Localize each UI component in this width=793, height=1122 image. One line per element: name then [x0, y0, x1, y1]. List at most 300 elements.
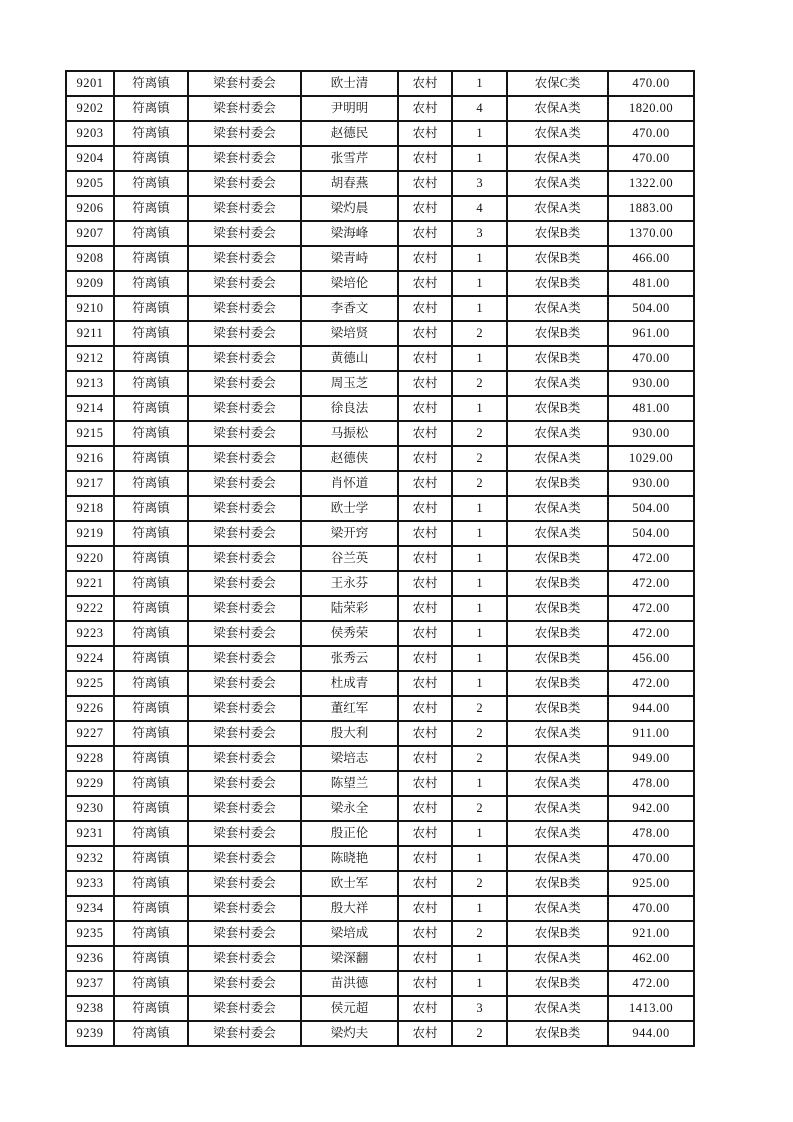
cell-insurance-class: 农保A类 — [507, 96, 608, 121]
cell-insurance-class: 农保B类 — [507, 871, 608, 896]
cell-amount: 921.00 — [608, 921, 694, 946]
cell-person-count: 1 — [452, 521, 507, 546]
cell-town: 符离镇 — [114, 646, 188, 671]
cell-person-name: 梁灼夫 — [301, 1021, 398, 1046]
cell-serial-number: 9225 — [66, 671, 114, 696]
cell-amount: 472.00 — [608, 671, 694, 696]
cell-insurance-class: 农保A类 — [507, 371, 608, 396]
cell-person-count: 1 — [452, 146, 507, 171]
cell-amount: 1370.00 — [608, 221, 694, 246]
cell-person-name: 尹明明 — [301, 96, 398, 121]
cell-village-committee: 梁套村委会 — [188, 96, 301, 121]
cell-residence-type: 农村 — [398, 346, 452, 371]
cell-serial-number: 9213 — [66, 371, 114, 396]
cell-amount: 470.00 — [608, 346, 694, 371]
cell-village-committee: 梁套村委会 — [188, 796, 301, 821]
cell-town: 符离镇 — [114, 371, 188, 396]
cell-town: 符离镇 — [114, 621, 188, 646]
cell-town: 符离镇 — [114, 921, 188, 946]
cell-person-name: 殷正伦 — [301, 821, 398, 846]
cell-insurance-class: 农保A类 — [507, 146, 608, 171]
cell-residence-type: 农村 — [398, 96, 452, 121]
cell-village-committee: 梁套村委会 — [188, 921, 301, 946]
cell-serial-number: 9232 — [66, 846, 114, 871]
cell-insurance-class: 农保B类 — [507, 321, 608, 346]
cell-amount: 504.00 — [608, 521, 694, 546]
cell-person-count: 1 — [452, 821, 507, 846]
cell-village-committee: 梁套村委会 — [188, 896, 301, 921]
cell-serial-number: 9215 — [66, 421, 114, 446]
cell-person-count: 3 — [452, 996, 507, 1021]
cell-town: 符离镇 — [114, 596, 188, 621]
cell-amount: 911.00 — [608, 721, 694, 746]
cell-person-name: 侯秀荣 — [301, 621, 398, 646]
cell-village-committee: 梁套村委会 — [188, 521, 301, 546]
cell-town: 符离镇 — [114, 146, 188, 171]
cell-person-count: 2 — [452, 696, 507, 721]
table-row — [66, 646, 694, 671]
table-row — [66, 71, 694, 96]
cell-person-count: 1 — [452, 346, 507, 371]
cell-town: 符离镇 — [114, 671, 188, 696]
cell-person-name: 周玉芝 — [301, 371, 398, 396]
cell-amount: 462.00 — [608, 946, 694, 971]
cell-town: 符离镇 — [114, 746, 188, 771]
cell-village-committee: 梁套村委会 — [188, 196, 301, 221]
cell-insurance-class: 农保B类 — [507, 221, 608, 246]
cell-village-committee: 梁套村委会 — [188, 1021, 301, 1046]
table-row — [66, 1021, 694, 1046]
cell-insurance-class: 农保A类 — [507, 821, 608, 846]
table-row — [66, 771, 694, 796]
cell-insurance-class: 农保B类 — [507, 671, 608, 696]
cell-insurance-class: 农保A类 — [507, 996, 608, 1021]
cell-serial-number: 9207 — [66, 221, 114, 246]
cell-person-count: 2 — [452, 421, 507, 446]
cell-amount: 1820.00 — [608, 96, 694, 121]
cell-village-committee: 梁套村委会 — [188, 421, 301, 446]
cell-residence-type: 农村 — [398, 921, 452, 946]
cell-serial-number: 9206 — [66, 196, 114, 221]
cell-person-count: 1 — [452, 271, 507, 296]
cell-insurance-class: 农保B类 — [507, 346, 608, 371]
cell-village-committee: 梁套村委会 — [188, 221, 301, 246]
cell-person-name: 胡春燕 — [301, 171, 398, 196]
cell-insurance-class: 农保A类 — [507, 421, 608, 446]
cell-amount: 472.00 — [608, 571, 694, 596]
cell-residence-type: 农村 — [398, 746, 452, 771]
cell-person-name: 梁青峙 — [301, 246, 398, 271]
cell-residence-type: 农村 — [398, 196, 452, 221]
table-row — [66, 996, 694, 1021]
cell-amount: 470.00 — [608, 71, 694, 96]
cell-residence-type: 农村 — [398, 946, 452, 971]
cell-amount: 478.00 — [608, 821, 694, 846]
cell-residence-type: 农村 — [398, 496, 452, 521]
cell-residence-type: 农村 — [398, 171, 452, 196]
cell-village-committee: 梁套村委会 — [188, 296, 301, 321]
cell-person-count: 1 — [452, 946, 507, 971]
cell-village-committee: 梁套村委会 — [188, 646, 301, 671]
cell-person-count: 2 — [452, 746, 507, 771]
cell-person-name: 陆荣彩 — [301, 596, 398, 621]
table-row — [66, 796, 694, 821]
cell-residence-type: 农村 — [398, 121, 452, 146]
cell-serial-number: 9201 — [66, 71, 114, 96]
cell-serial-number: 9237 — [66, 971, 114, 996]
cell-village-committee: 梁套村委会 — [188, 721, 301, 746]
cell-village-committee: 梁套村委会 — [188, 171, 301, 196]
cell-insurance-class: 农保A类 — [507, 721, 608, 746]
cell-person-name: 梁开窍 — [301, 521, 398, 546]
cell-town: 符离镇 — [114, 896, 188, 921]
table-row — [66, 96, 694, 121]
table-row — [66, 671, 694, 696]
cell-residence-type: 农村 — [398, 896, 452, 921]
table-row — [66, 346, 694, 371]
cell-residence-type: 农村 — [398, 596, 452, 621]
cell-person-count: 1 — [452, 896, 507, 921]
cell-person-name: 陈晓艳 — [301, 846, 398, 871]
table-row — [66, 571, 694, 596]
cell-person-name: 梁培成 — [301, 921, 398, 946]
cell-insurance-class: 农保B类 — [507, 571, 608, 596]
cell-person-name: 李香文 — [301, 296, 398, 321]
cell-town: 符离镇 — [114, 296, 188, 321]
cell-insurance-class: 农保B类 — [507, 696, 608, 721]
cell-serial-number: 9228 — [66, 746, 114, 771]
cell-person-count: 2 — [452, 471, 507, 496]
cell-town: 符离镇 — [114, 946, 188, 971]
cell-serial-number: 9216 — [66, 446, 114, 471]
table-row — [66, 896, 694, 921]
cell-town: 符离镇 — [114, 571, 188, 596]
cell-amount: 472.00 — [608, 971, 694, 996]
cell-village-committee: 梁套村委会 — [188, 121, 301, 146]
cell-town: 符离镇 — [114, 71, 188, 96]
cell-residence-type: 农村 — [398, 296, 452, 321]
cell-insurance-class: 农保A类 — [507, 946, 608, 971]
cell-serial-number: 9235 — [66, 921, 114, 946]
cell-amount: 1029.00 — [608, 446, 694, 471]
cell-person-name: 梁深翻 — [301, 946, 398, 971]
cell-village-committee: 梁套村委会 — [188, 946, 301, 971]
cell-serial-number: 9223 — [66, 621, 114, 646]
cell-town: 符离镇 — [114, 846, 188, 871]
cell-town: 符离镇 — [114, 796, 188, 821]
cell-person-name: 黄德山 — [301, 346, 398, 371]
cell-serial-number: 9236 — [66, 946, 114, 971]
cell-residence-type: 农村 — [398, 546, 452, 571]
cell-residence-type: 农村 — [398, 696, 452, 721]
cell-village-committee: 梁套村委会 — [188, 346, 301, 371]
cell-person-name: 张秀云 — [301, 646, 398, 671]
table-row — [66, 871, 694, 896]
cell-person-count: 1 — [452, 596, 507, 621]
cell-town: 符离镇 — [114, 346, 188, 371]
cell-insurance-class: 农保B类 — [507, 1021, 608, 1046]
cell-serial-number: 9226 — [66, 696, 114, 721]
cell-residence-type: 农村 — [398, 1021, 452, 1046]
cell-amount: 504.00 — [608, 296, 694, 321]
cell-person-count: 1 — [452, 396, 507, 421]
cell-village-committee: 梁套村委会 — [188, 321, 301, 346]
cell-town: 符离镇 — [114, 421, 188, 446]
cell-village-committee: 梁套村委会 — [188, 746, 301, 771]
table-row — [66, 271, 694, 296]
cell-amount: 478.00 — [608, 771, 694, 796]
cell-person-name: 肖怀道 — [301, 471, 398, 496]
cell-residence-type: 农村 — [398, 721, 452, 746]
cell-person-name: 赵德民 — [301, 121, 398, 146]
cell-serial-number: 9212 — [66, 346, 114, 371]
cell-person-count: 1 — [452, 246, 507, 271]
cell-residence-type: 农村 — [398, 221, 452, 246]
cell-residence-type: 农村 — [398, 646, 452, 671]
cell-person-name: 谷兰英 — [301, 546, 398, 571]
cell-insurance-class: 农保B类 — [507, 646, 608, 671]
cell-serial-number: 9204 — [66, 146, 114, 171]
table-row — [66, 121, 694, 146]
cell-person-count: 2 — [452, 321, 507, 346]
cell-residence-type: 农村 — [398, 996, 452, 1021]
cell-person-name: 殷大利 — [301, 721, 398, 746]
cell-person-count: 2 — [452, 871, 507, 896]
cell-village-committee: 梁套村委会 — [188, 546, 301, 571]
cell-serial-number: 9211 — [66, 321, 114, 346]
cell-serial-number: 9220 — [66, 546, 114, 571]
cell-person-name: 杜成青 — [301, 671, 398, 696]
cell-residence-type: 农村 — [398, 971, 452, 996]
cell-town: 符离镇 — [114, 871, 188, 896]
cell-serial-number: 9205 — [66, 171, 114, 196]
table-row — [66, 446, 694, 471]
cell-village-committee: 梁套村委会 — [188, 271, 301, 296]
cell-person-count: 2 — [452, 721, 507, 746]
cell-person-count: 1 — [452, 846, 507, 871]
cell-person-name: 梁灼晨 — [301, 196, 398, 221]
table-row — [66, 396, 694, 421]
cell-village-committee: 梁套村委会 — [188, 771, 301, 796]
cell-insurance-class: 农保B类 — [507, 546, 608, 571]
cell-amount: 944.00 — [608, 696, 694, 721]
cell-village-committee: 梁套村委会 — [188, 71, 301, 96]
cell-person-name: 欧士清 — [301, 71, 398, 96]
cell-person-name: 徐良法 — [301, 396, 398, 421]
cell-village-committee: 梁套村委会 — [188, 246, 301, 271]
cell-insurance-class: 农保A类 — [507, 296, 608, 321]
cell-amount: 1322.00 — [608, 171, 694, 196]
cell-village-committee: 梁套村委会 — [188, 696, 301, 721]
cell-amount: 949.00 — [608, 746, 694, 771]
table-row — [66, 146, 694, 171]
cell-residence-type: 农村 — [398, 471, 452, 496]
cell-serial-number: 9218 — [66, 496, 114, 521]
cell-town: 符离镇 — [114, 521, 188, 546]
cell-amount: 944.00 — [608, 1021, 694, 1046]
cell-person-name: 梁培伦 — [301, 271, 398, 296]
cell-village-committee: 梁套村委会 — [188, 496, 301, 521]
cell-residence-type: 农村 — [398, 621, 452, 646]
cell-person-name: 梁培志 — [301, 746, 398, 771]
cell-person-name: 梁海峰 — [301, 221, 398, 246]
cell-serial-number: 9221 — [66, 571, 114, 596]
cell-person-name: 欧士军 — [301, 871, 398, 896]
cell-serial-number: 9214 — [66, 396, 114, 421]
table-row — [66, 596, 694, 621]
cell-village-committee: 梁套村委会 — [188, 821, 301, 846]
cell-amount: 925.00 — [608, 871, 694, 896]
cell-person-name: 梁培贤 — [301, 321, 398, 346]
cell-village-committee: 梁套村委会 — [188, 996, 301, 1021]
cell-residence-type: 农村 — [398, 871, 452, 896]
cell-amount: 470.00 — [608, 896, 694, 921]
cell-residence-type: 农村 — [398, 846, 452, 871]
cell-serial-number: 9209 — [66, 271, 114, 296]
table-row — [66, 421, 694, 446]
cell-residence-type: 农村 — [398, 71, 452, 96]
table-row — [66, 621, 694, 646]
cell-insurance-class: 农保B类 — [507, 971, 608, 996]
cell-residence-type: 农村 — [398, 796, 452, 821]
cell-village-committee: 梁套村委会 — [188, 446, 301, 471]
cell-amount: 466.00 — [608, 246, 694, 271]
cell-serial-number: 9224 — [66, 646, 114, 671]
cell-serial-number: 9208 — [66, 246, 114, 271]
table-body — [66, 71, 694, 1046]
table-row — [66, 946, 694, 971]
cell-person-name: 侯元超 — [301, 996, 398, 1021]
cell-residence-type: 农村 — [398, 271, 452, 296]
cell-insurance-class: 农保B类 — [507, 396, 608, 421]
cell-insurance-class: 农保A类 — [507, 121, 608, 146]
cell-amount: 930.00 — [608, 471, 694, 496]
cell-person-count: 3 — [452, 171, 507, 196]
cell-insurance-class: 农保B类 — [507, 271, 608, 296]
cell-insurance-class: 农保A类 — [507, 446, 608, 471]
table-row — [66, 496, 694, 521]
table-row — [66, 296, 694, 321]
cell-village-committee: 梁套村委会 — [188, 971, 301, 996]
cell-person-count: 1 — [452, 496, 507, 521]
cell-serial-number: 9217 — [66, 471, 114, 496]
cell-person-count: 3 — [452, 221, 507, 246]
cell-town: 符离镇 — [114, 446, 188, 471]
cell-insurance-class: 农保A类 — [507, 896, 608, 921]
cell-village-committee: 梁套村委会 — [188, 571, 301, 596]
cell-insurance-class: 农保A类 — [507, 846, 608, 871]
cell-person-count: 1 — [452, 296, 507, 321]
cell-insurance-class: 农保A类 — [507, 746, 608, 771]
cell-amount: 504.00 — [608, 496, 694, 521]
cell-amount: 470.00 — [608, 846, 694, 871]
cell-serial-number: 9222 — [66, 596, 114, 621]
table-row — [66, 721, 694, 746]
cell-person-count: 1 — [452, 671, 507, 696]
cell-amount: 1413.00 — [608, 996, 694, 1021]
insurance-payment-table — [65, 70, 695, 1047]
cell-person-count: 1 — [452, 971, 507, 996]
cell-town: 符离镇 — [114, 221, 188, 246]
cell-person-count: 1 — [452, 121, 507, 146]
cell-amount: 472.00 — [608, 546, 694, 571]
cell-village-committee: 梁套村委会 — [188, 846, 301, 871]
cell-insurance-class: 农保B类 — [507, 921, 608, 946]
cell-amount: 930.00 — [608, 371, 694, 396]
cell-person-count: 2 — [452, 446, 507, 471]
cell-village-committee: 梁套村委会 — [188, 396, 301, 421]
cell-town: 符离镇 — [114, 546, 188, 571]
cell-residence-type: 农村 — [398, 521, 452, 546]
table-row — [66, 546, 694, 571]
table-row — [66, 321, 694, 346]
table-row — [66, 696, 694, 721]
cell-village-committee: 梁套村委会 — [188, 371, 301, 396]
cell-village-committee: 梁套村委会 — [188, 471, 301, 496]
cell-village-committee: 梁套村委会 — [188, 871, 301, 896]
table-row — [66, 171, 694, 196]
cell-amount: 481.00 — [608, 396, 694, 421]
table-row — [66, 521, 694, 546]
cell-person-name: 董红军 — [301, 696, 398, 721]
table-row — [66, 471, 694, 496]
cell-person-count: 1 — [452, 646, 507, 671]
cell-person-count: 4 — [452, 196, 507, 221]
cell-insurance-class: 农保A类 — [507, 521, 608, 546]
cell-town: 符离镇 — [114, 1021, 188, 1046]
cell-serial-number: 9239 — [66, 1021, 114, 1046]
cell-serial-number: 9229 — [66, 771, 114, 796]
cell-serial-number: 9203 — [66, 121, 114, 146]
cell-person-count: 1 — [452, 71, 507, 96]
table-row — [66, 846, 694, 871]
cell-amount: 470.00 — [608, 146, 694, 171]
cell-town: 符离镇 — [114, 171, 188, 196]
table-row — [66, 971, 694, 996]
cell-serial-number: 9202 — [66, 96, 114, 121]
cell-insurance-class: 农保A类 — [507, 771, 608, 796]
cell-person-name: 张雪芹 — [301, 146, 398, 171]
cell-insurance-class: 农保B类 — [507, 471, 608, 496]
cell-person-name: 欧士学 — [301, 496, 398, 521]
cell-town: 符离镇 — [114, 971, 188, 996]
cell-person-name: 陈望兰 — [301, 771, 398, 796]
cell-insurance-class: 农保A类 — [507, 496, 608, 521]
cell-insurance-class: 农保B类 — [507, 596, 608, 621]
cell-residence-type: 农村 — [398, 321, 452, 346]
cell-serial-number: 9210 — [66, 296, 114, 321]
cell-town: 符离镇 — [114, 396, 188, 421]
cell-village-committee: 梁套村委会 — [188, 621, 301, 646]
cell-serial-number: 9231 — [66, 821, 114, 846]
cell-amount: 470.00 — [608, 121, 694, 146]
cell-residence-type: 农村 — [398, 371, 452, 396]
cell-village-committee: 梁套村委会 — [188, 596, 301, 621]
cell-serial-number: 9234 — [66, 896, 114, 921]
cell-person-count: 2 — [452, 796, 507, 821]
cell-person-count: 1 — [452, 621, 507, 646]
cell-village-committee: 梁套村委会 — [188, 671, 301, 696]
cell-serial-number: 9233 — [66, 871, 114, 896]
cell-amount: 1883.00 — [608, 196, 694, 221]
cell-person-count: 2 — [452, 921, 507, 946]
cell-town: 符离镇 — [114, 696, 188, 721]
cell-person-name: 王永芬 — [301, 571, 398, 596]
cell-insurance-class: 农保A类 — [507, 796, 608, 821]
cell-insurance-class: 农保A类 — [507, 171, 608, 196]
cell-town: 符离镇 — [114, 721, 188, 746]
cell-person-name: 梁永全 — [301, 796, 398, 821]
